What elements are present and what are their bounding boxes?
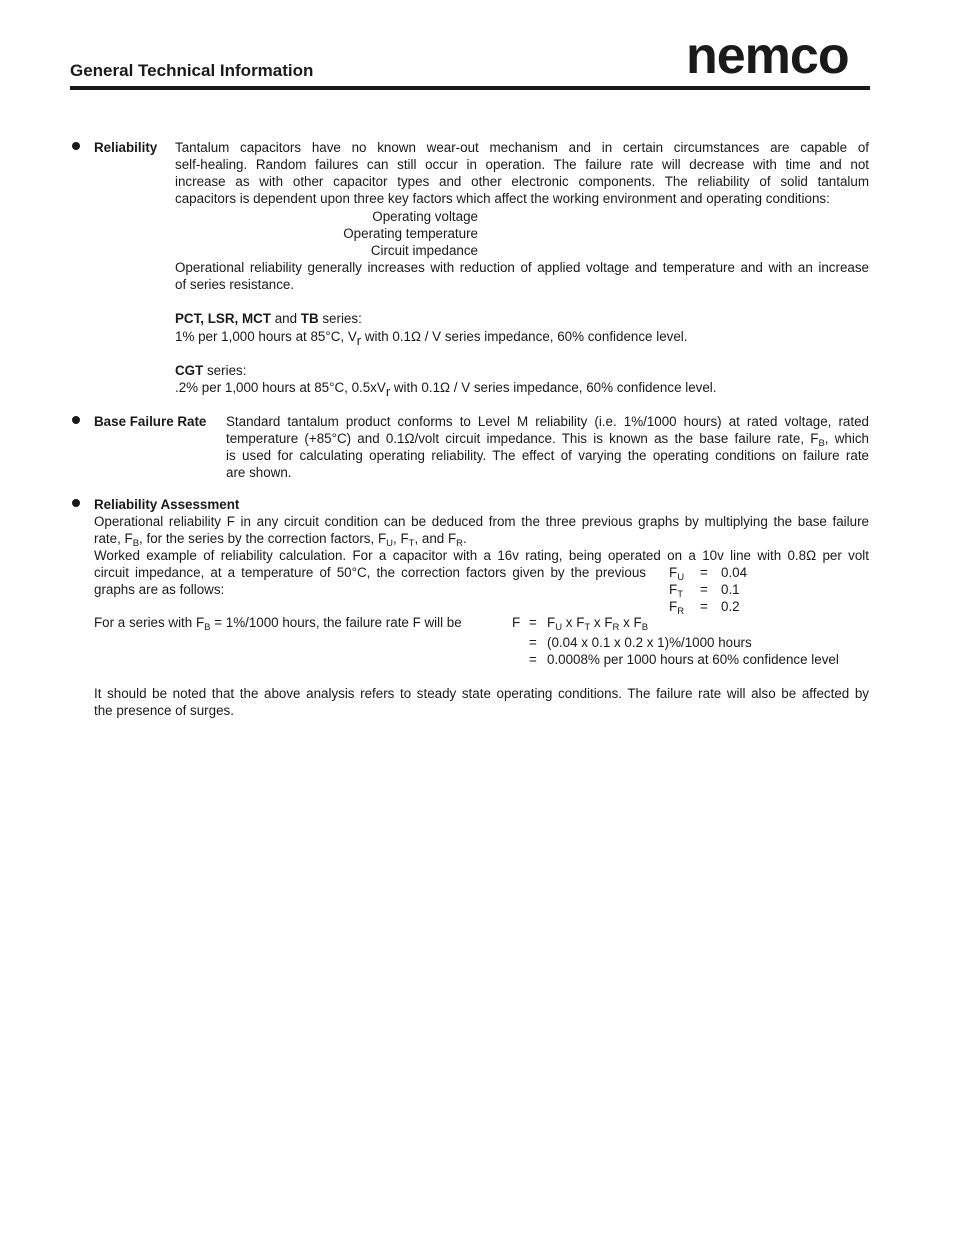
factor-text: Circuit impedance xyxy=(370,243,478,258)
text-line: Operational reliability F in any circuit condition can be deduced from the three previous graphs by multiplying the base failure xyxy=(94,514,869,529)
text-part: x F xyxy=(619,615,642,630)
series2-heading xyxy=(175,362,246,379)
text-line: of series resistance. xyxy=(175,277,295,292)
text-part: rate, F xyxy=(94,531,133,546)
text-line xyxy=(226,430,869,447)
text-suffix: series: xyxy=(203,363,247,378)
spec-text: 1% per 1,000 hours at 85°C, V xyxy=(175,329,357,344)
subscript: U xyxy=(677,572,685,583)
factor-eq: = xyxy=(700,599,708,614)
page-title: General Technical Information xyxy=(70,61,314,80)
operational-paragraph xyxy=(175,259,869,293)
nemco-logo: nemco xyxy=(686,27,849,85)
series1-spec xyxy=(175,328,688,348)
text-line: graphs are as follows: xyxy=(94,582,225,597)
spec-text: with 0.1Ω / V series impedance, 60% confidence level. xyxy=(361,329,688,344)
subscript: B xyxy=(641,622,649,633)
subscript: R xyxy=(456,538,464,549)
text-line: circuit impedance, at a temperature of 50°C, the correction factors given by the previous xyxy=(94,565,646,580)
bullet-icon xyxy=(72,499,80,507)
bullet-icon xyxy=(72,416,80,424)
text-part: . xyxy=(463,531,467,546)
factor-text: Operating temperature xyxy=(343,226,478,241)
text-line: the presence of surges. xyxy=(94,703,234,718)
subscript: R xyxy=(677,606,685,617)
factor-row xyxy=(669,581,683,598)
base-failure-paragraph xyxy=(226,413,869,481)
text-part: , and F xyxy=(414,531,457,546)
subscript: B xyxy=(204,622,211,633)
text-line: Tantalum capacitors have no known wear-out mechanism and in certain circumstances are capable of xyxy=(175,140,869,155)
factor-row xyxy=(669,564,684,581)
assessment-label: Reliability Assessment xyxy=(94,497,240,512)
spec-sub: r xyxy=(385,384,391,399)
assessment-paragraph xyxy=(94,513,869,564)
factor-impedance xyxy=(303,242,478,259)
text-part: , which xyxy=(824,431,869,446)
formula-eq: = xyxy=(529,635,537,650)
factor-text: Operating voltage xyxy=(372,209,478,224)
text-line: Standard tantalum product conforms to Level M reliability (i.e. 1%/1000 hours) at rated voltage, rated xyxy=(226,414,869,429)
subscript: T xyxy=(584,622,591,633)
text-line: is used for calculating operating reliability. The effect of varying the operating conditions on failure rate xyxy=(226,448,869,463)
subscript: U xyxy=(386,538,394,549)
text-part: = 1%/1000 hours, the failure rate F will be xyxy=(210,615,462,630)
text-part: , F xyxy=(393,531,409,546)
series-name: PCT, LSR, MCT xyxy=(175,311,271,326)
factor-value: 0.2 xyxy=(721,599,740,614)
subscript: B xyxy=(818,438,825,449)
subscript: T xyxy=(408,538,415,549)
factor-eq: = xyxy=(700,582,708,597)
text-line: Operational reliability generally increases with reduction of applied voltage and temperature and with an increase xyxy=(175,260,869,275)
factor-value: 0.1 xyxy=(721,582,740,597)
assessment-paragraph-cont xyxy=(94,564,646,598)
formula-eq: = xyxy=(529,652,537,667)
text-suffix: series: xyxy=(318,311,362,326)
text-part: x F xyxy=(562,615,585,630)
spec-text: with 0.1Ω / V series impedance, 60% confidence level. xyxy=(390,380,717,395)
text-line: increase as with other capacitor types and other electronic components. The reliability of solid tantalum xyxy=(175,174,869,189)
header-rule xyxy=(70,86,870,90)
text-part: temperature (+85°C) and 0.1Ω/volt circuit impedance. This is known as the base failure rate, F xyxy=(226,431,819,446)
factor-voltage xyxy=(303,208,478,225)
text-line: Worked example of reliability calculation. For a capacitor with a 16v rating, being operated on a 10v line with 0.8Ω per volt xyxy=(94,548,869,563)
text-part: For a series with F xyxy=(94,615,205,630)
factor-symbol: F xyxy=(669,565,678,580)
text-line: self-healing. Random failures can still occur in operation. The failure rate will decrease with time and not xyxy=(175,157,869,172)
text-line: capacitors is dependent upon three key factors which affect the working environment and operating conditions: xyxy=(175,191,830,206)
factor-temperature xyxy=(303,225,478,242)
surge-note xyxy=(94,685,869,719)
formula-eq: = xyxy=(529,615,537,630)
subscript: B xyxy=(132,538,140,549)
formula-row-3: 0.0008% per 1000 hours at 60% confidence level xyxy=(547,652,839,667)
series-name: TB xyxy=(300,311,319,326)
spec-text: .2% per 1,000 hours at 85°C, 0.5xV xyxy=(175,380,386,395)
reliability-label: Reliability xyxy=(94,140,158,155)
series1-heading xyxy=(175,310,362,327)
factor-symbol: F xyxy=(669,582,678,597)
formula-lhs: F xyxy=(512,615,521,630)
text-line xyxy=(94,530,869,547)
text-line: It should be noted that the above analysis refers to steady state operating conditions. The failure rate will also be affected by xyxy=(94,686,869,701)
factor-row xyxy=(669,598,684,615)
bullet-icon xyxy=(72,142,80,150)
reliability-paragraph xyxy=(175,139,869,207)
series-name: CGT xyxy=(175,363,204,378)
factor-symbol: F xyxy=(669,599,678,614)
subscript: R xyxy=(612,622,620,633)
subscript: T xyxy=(677,589,683,600)
series-failure-line xyxy=(94,614,462,631)
base-failure-label: Base Failure Rate xyxy=(94,414,207,429)
series2-spec xyxy=(175,379,717,399)
text-part: x F xyxy=(590,615,613,630)
factor-eq: = xyxy=(700,565,708,580)
text-and: and xyxy=(270,311,301,326)
spec-sub: r xyxy=(356,333,362,348)
text-part: , for the series by the correction factors, F xyxy=(139,531,387,546)
formula-row-2: (0.04 x 0.1 x 0.2 x 1)%/1000 hours xyxy=(547,635,752,650)
text-line: are shown. xyxy=(226,465,292,480)
factor-value: 0.04 xyxy=(721,565,748,580)
formula-row-1 xyxy=(547,614,648,631)
text-part: F xyxy=(547,615,556,630)
subscript: U xyxy=(555,622,563,633)
